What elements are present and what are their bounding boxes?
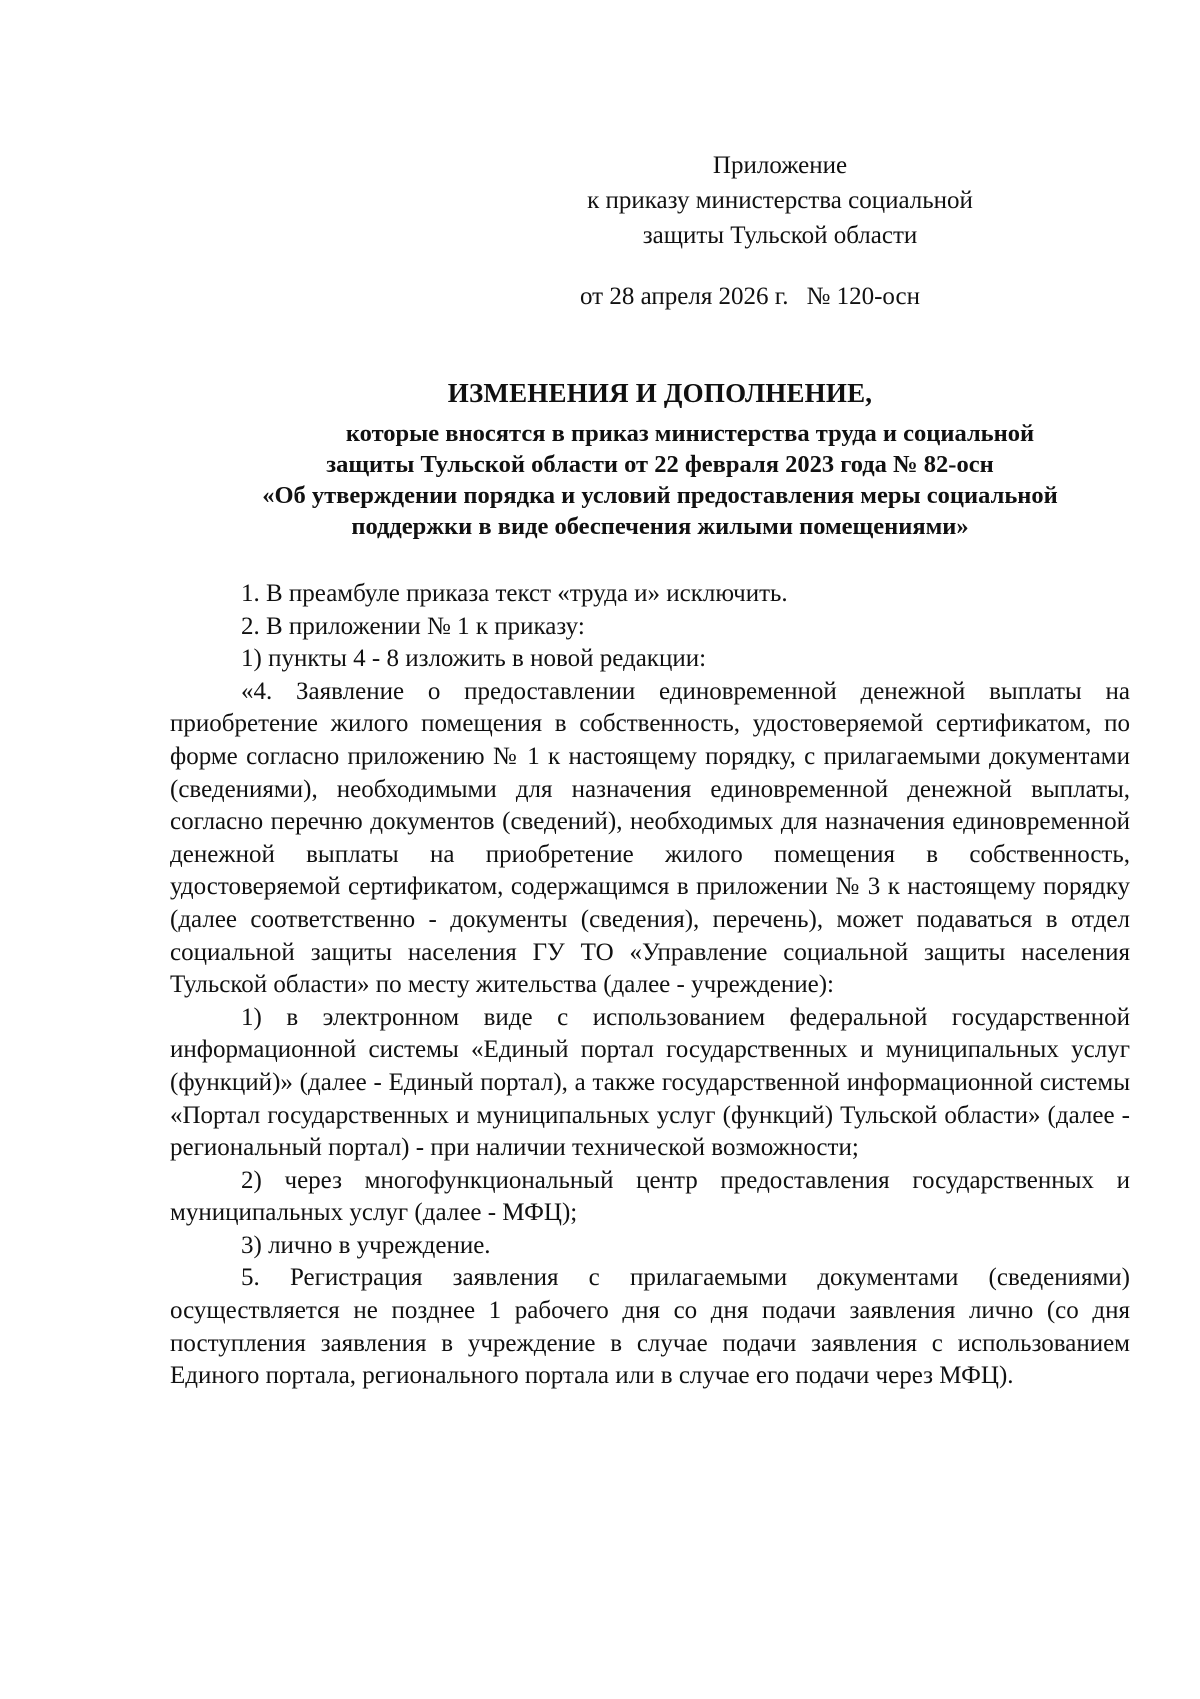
paragraph-point-5: 5. Регистрация заявления с прилагаемыми документами (сведениями) осуществляется не позднее 1 рабочего дня со дня подачи заявления лично (со дня поступления заявления в учреждение в случае подачи заявления с использованием Единого портала, регионального портала или в случае его подачи через МФЦ).	[170, 1264, 1130, 1390]
subtitle-line-2: защиты Тульской области от 22 февраля 2023 года № 82-осн	[326, 451, 994, 478]
order-date-number	[580, 283, 920, 311]
paragraph-subpoint-1: 1) в электронном виде с использованием федеральной государственной информационной системы «Единый портал государственных и муниципальных услуг (функций)» (далее - Единый портал), а также государственной информационной системы «Портал государственных и муниципальных услуг (функций) Тульской области» (далее - региональный портал) - при наличии технической возможности;	[170, 1003, 1130, 1162]
paragraph-subpoint-3: 3) лично в учреждение.	[241, 1231, 491, 1259]
order-date: от 28 апреля 2026 г.	[580, 283, 789, 310]
document-title: ИЗМЕНЕНИЯ И ДОПОЛНЕНИЕ,	[447, 378, 873, 408]
appendix-line-3: защиты Тульской области	[642, 222, 918, 249]
subtitle-line-4: поддержки в виде обеспечения жилыми помещениями»	[351, 513, 969, 540]
appendix-line-1: Приложение	[712, 152, 848, 179]
appendix-header	[540, 148, 1020, 253]
subtitle-line-1: которые вносятся в приказ министерства труда и социальной	[345, 420, 1035, 447]
paragraph-appendix-change: 2. В приложении № 1 к приказу:	[241, 612, 585, 640]
appendix-line-2: к приказу министерства социальной	[587, 187, 973, 214]
document-subtitle	[140, 418, 1180, 542]
order-number: № 120-осн	[806, 283, 921, 310]
paragraph-preamble-change: 1. В преамбуле приказа текст «труда и» исключить.	[241, 580, 788, 607]
paragraph-points-4-8: 1) пункты 4 - 8 изложить в новой редакции:	[241, 645, 707, 673]
paragraph-subpoint-2: 2) через многофункциональный центр предоставления государственных и муниципальных услуг (далее - МФЦ);	[170, 1166, 1130, 1227]
document-body	[170, 578, 1130, 1393]
subtitle-line-3: «Об утверждении порядка и условий предоставления меры социальной	[262, 482, 1058, 509]
paragraph-point-4: «4. Заявление о предоставлении единовременной денежной выплаты на приобретение жилого помещения в собственность, удостоверяемой сертификатом, по форме согласно приложению № 1 к настоящему порядку, с прилагаемыми документами (сведениями), необходимыми для назначения единовременной денежной выплаты, согласно перечню документов (сведений), необходимых для назначения единовременной денежной выплаты на приобретение жилого помещения в собственность, удостоверяемой сертификатом, содержащимся в приложении № 3 к настоящему порядку (далее соответственно - документы (сведения), перечень), может подаваться в отдел социальной защиты населения ГУ ТО «Управление социальной защиты населения Тульской области» по месту жительства (далее - учреждение):	[170, 677, 1130, 999]
